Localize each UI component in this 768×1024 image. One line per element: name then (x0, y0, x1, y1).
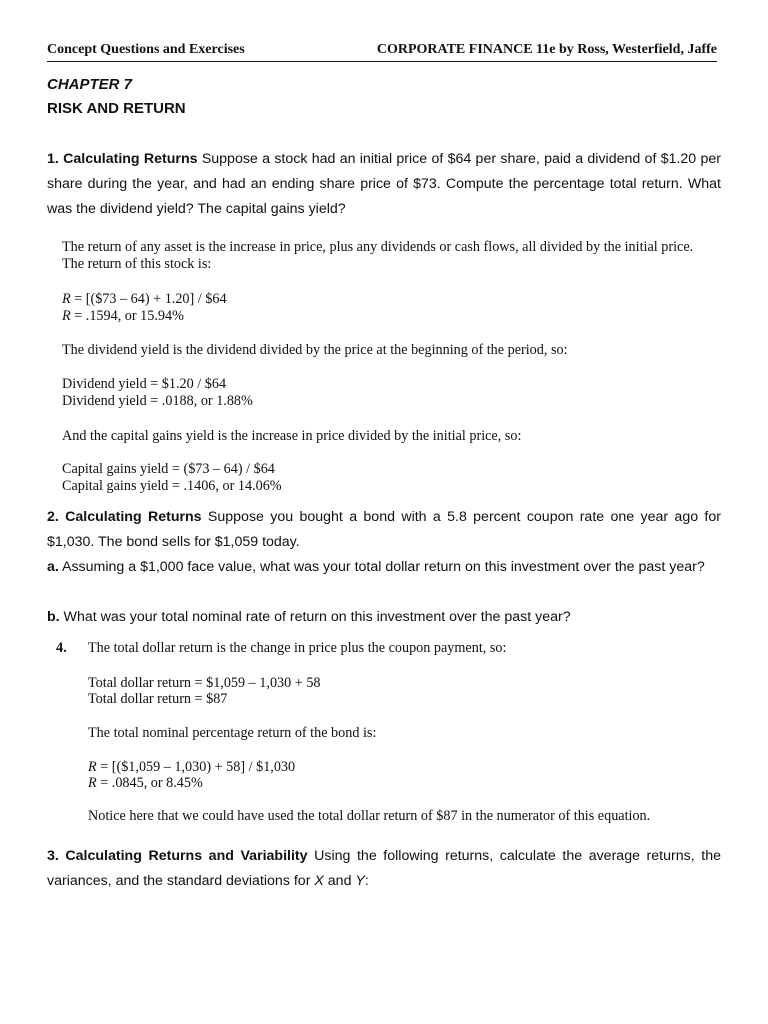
question-2 (47, 505, 721, 555)
question-1 (47, 147, 721, 222)
header-left: Concept Questions and Exercises (47, 42, 245, 57)
solution-1-dividend-1: Dividend yield = $1.20 / $64 (62, 376, 227, 392)
solution-1-capital-2: Capital gains yield = .1406, or 14.06% (62, 478, 282, 494)
question-1-label: 1. Calculating Returns (47, 151, 198, 167)
page-header (47, 42, 717, 62)
solution-2-total-2: Total dollar return = $87 (88, 691, 228, 707)
solution-2-total-1: Total dollar return = $1,059 – 1,030 + 58 (88, 675, 321, 691)
solution-1-dividend-intro: The dividend yield is the dividend divided by the price at the beginning of the period, so: (62, 342, 568, 358)
question-3: 3. Calculating Returns and Variability Using the following returns, calculate the average returns, the variances, and the standard deviations for X and Y: (47, 848, 721, 889)
solution-1-capital-1: Capital gains yield = ($73 – 64) / $64 (62, 461, 275, 477)
question-2-label: 2. Calculating Returns (47, 509, 202, 525)
question-2b: b. What was your total nominal rate of return on this investment over the past year? (47, 609, 571, 625)
question-2a: a. Assuming a $1,000 face value, what was your total dollar return on this investment over the past year? (47, 559, 705, 575)
solution-2-formula-1: R = [($1,059 – 1,030) + 58] / $1,030 (88, 759, 296, 775)
solution-2-note: Notice here that we could have used the total dollar return of $87 in the numerator of this equation. (88, 808, 651, 824)
question-3-label: 3. Calculating Returns and Variability (47, 848, 308, 864)
header-right: CORPORATE FINANCE 11e by Ross, Westerfield, Jaffe (376, 42, 717, 57)
solution-2-intro: The total dollar return is the change in price plus the coupon payment, so: (88, 640, 507, 656)
solution-1-formula-2: R = .1594, or 15.94% (62, 308, 184, 324)
solution-1-intro: The return of any asset is the increase in price, plus any dividends or cash flows, all divided by the initial price. The return of this stock is: (62, 239, 694, 272)
chapter-heading: CHAPTER 7 (47, 76, 133, 93)
solution-1-formula-1: R = [($73 – 64) + 1.20] / $64 (62, 291, 227, 307)
question-1-text: Suppose a stock had an initial price of $64 per share, paid a dividend of $1.20 per share during the year, and had an ending share price of $73. Compute the percentage total return. What was the dividend yield? The capital gains yield? (47, 151, 721, 217)
solution-2-formula-2: R = .0845, or 8.45% (88, 775, 203, 791)
chapter-title: RISK AND RETURN (47, 100, 186, 117)
question-2-text: Suppose you bought a bond with a 5.8 percent coupon rate one year ago for $1,030. The bond sells for $1,059 today. (47, 509, 721, 550)
solution-2-nominal-intro: The total nominal percentage return of the bond is: (88, 725, 377, 741)
solution-2-number: 4. (56, 640, 67, 656)
solution-1-dividend-2: Dividend yield = .0188, or 1.88% (62, 393, 253, 409)
solution-1-capital-intro: And the capital gains yield is the increase in price divided by the initial price, so: (62, 428, 522, 444)
